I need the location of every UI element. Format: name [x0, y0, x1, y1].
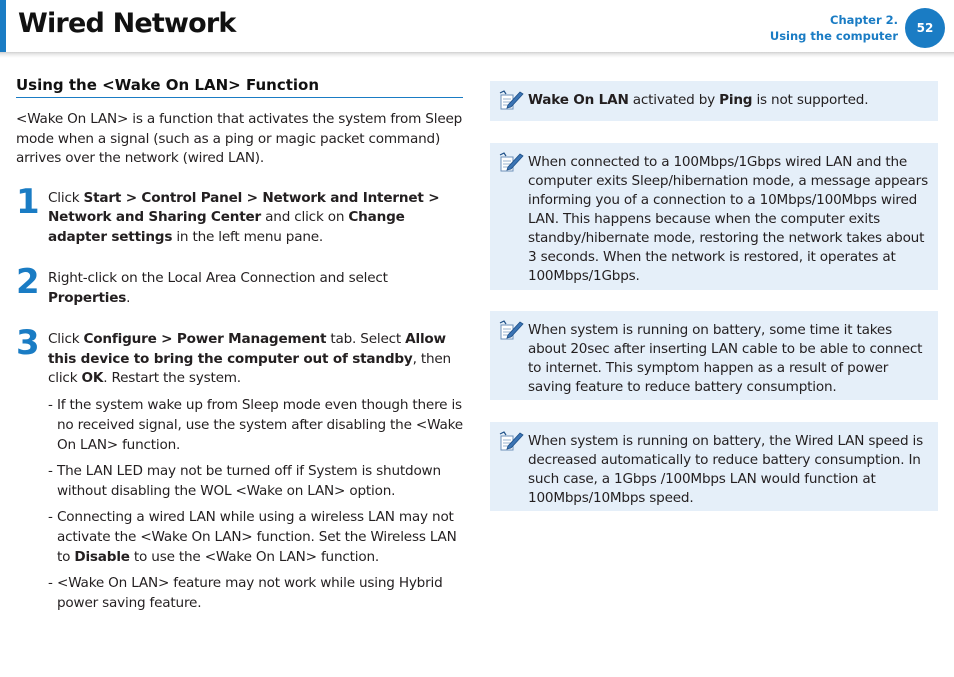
note-box — [490, 311, 938, 400]
bold-text: Wake On LAN — [528, 92, 629, 108]
list-item — [48, 395, 463, 455]
header-divider — [0, 52, 954, 58]
note-box — [490, 143, 938, 290]
bold-text: Configure > Power Management — [83, 331, 327, 347]
text-run: , then click — [48, 350, 451, 386]
step-text — [48, 330, 463, 389]
note-text — [528, 91, 928, 110]
bold-text: Allow this device to bring the computer out of standby — [48, 331, 446, 367]
step-text — [48, 269, 463, 308]
text-run: Click — [48, 189, 84, 206]
note-text — [528, 432, 928, 508]
chapter-label — [770, 12, 898, 44]
text-run: tab. Select — [326, 331, 406, 347]
text-run: . Restart the system. — [103, 370, 241, 386]
text-run: in the left menu pane. — [172, 228, 324, 245]
list-item — [48, 507, 463, 567]
text-run: When connected to a 100Mbps/1Gbps wired LAN and the computer exits Sleep/hibernation mode, a message appears informing you of a connection to a 10Mbps/100Mbps wired LAN. This happens because when the computer exits standby/hibernate mode, restoring the network takes about 3 seconds. When the network is restored, it operates at 100Mbps/1Gbps. — [528, 154, 928, 284]
bold-text: Change adapter settings — [48, 209, 405, 245]
section-title: Using the <Wake On LAN> Function — [16, 76, 463, 98]
text-run: to use the <Wake On LAN> function. — [129, 548, 380, 565]
text-run: . — [126, 289, 131, 306]
text-run: The LAN LED may not be turned off if System is shutdown without disabling the WOL <Wake on LAN> option. — [57, 462, 441, 499]
text-run: <Wake On LAN> feature may not work while using Hybrid power saving feature. — [57, 574, 443, 611]
step-1 — [16, 181, 463, 248]
note-pencil-icon — [498, 430, 524, 452]
step-3-notes — [16, 395, 463, 613]
step-2 — [16, 262, 463, 308]
note-pencil-icon — [498, 319, 524, 341]
list-item — [48, 573, 463, 613]
note-text — [528, 321, 928, 397]
text-run: If the system wake up from Sleep mode even though there is no received signal, use the system after disabling the <Wake On LAN> function. — [57, 396, 463, 453]
note-pencil-icon — [498, 151, 524, 173]
note-box — [490, 422, 938, 511]
step-text — [48, 189, 463, 248]
text-run: Right-click on the Local Area Connection and select — [48, 270, 388, 286]
step-number: 2 — [16, 262, 40, 302]
bold-text: Properties — [48, 289, 127, 306]
header-accent-bar — [0, 0, 6, 52]
text-run: Connecting a wired LAN while using a wireless LAN may not activate the <Wake On LAN> function. Set the Wireless LAN to — [57, 508, 457, 565]
note-pencil-icon — [498, 89, 524, 111]
step-number: 3 — [16, 323, 40, 363]
text-run: is not supported. — [752, 92, 869, 108]
bold-text: Start > Control Panel > Network and Internet > Network and Sharing Center — [48, 189, 440, 225]
page-number-badge: 52 — [905, 8, 945, 48]
step-3 — [16, 323, 463, 389]
text-run: When system is running on battery, the Wired LAN speed is decreased automatically to reduce battery consumption. In such case, a 1Gbps /100Mbps LAN would function at 100Mbps/10Mbps speed. — [528, 433, 923, 506]
note-box — [490, 81, 938, 121]
text-run: Click — [48, 331, 84, 347]
note-text — [528, 153, 928, 286]
chapter-title: Using the computer — [769, 29, 898, 43]
text-run: and click on — [261, 209, 349, 225]
left-column — [16, 76, 463, 619]
text-run: activated by — [628, 92, 720, 108]
text-run: When system is running on battery, some time it takes about 20sec after inserting LAN cable to be able to connect to internet. This symptom happen as a result of power saving feature to reduce battery consumption. — [528, 322, 923, 395]
step-number: 1 — [16, 181, 40, 222]
chapter-number: Chapter 2. — [830, 13, 898, 27]
page-title: Wired Network — [18, 8, 236, 39]
bold-text: Ping — [719, 92, 753, 108]
bold-text: Disable — [74, 548, 130, 565]
bold-text: OK — [81, 370, 104, 386]
section-intro: <Wake On LAN> is a function that activates the system from Sleep mode when a signal (such as a ping or magic packet command) arrives over the network (wired LAN). — [16, 111, 463, 166]
list-item — [48, 461, 463, 501]
